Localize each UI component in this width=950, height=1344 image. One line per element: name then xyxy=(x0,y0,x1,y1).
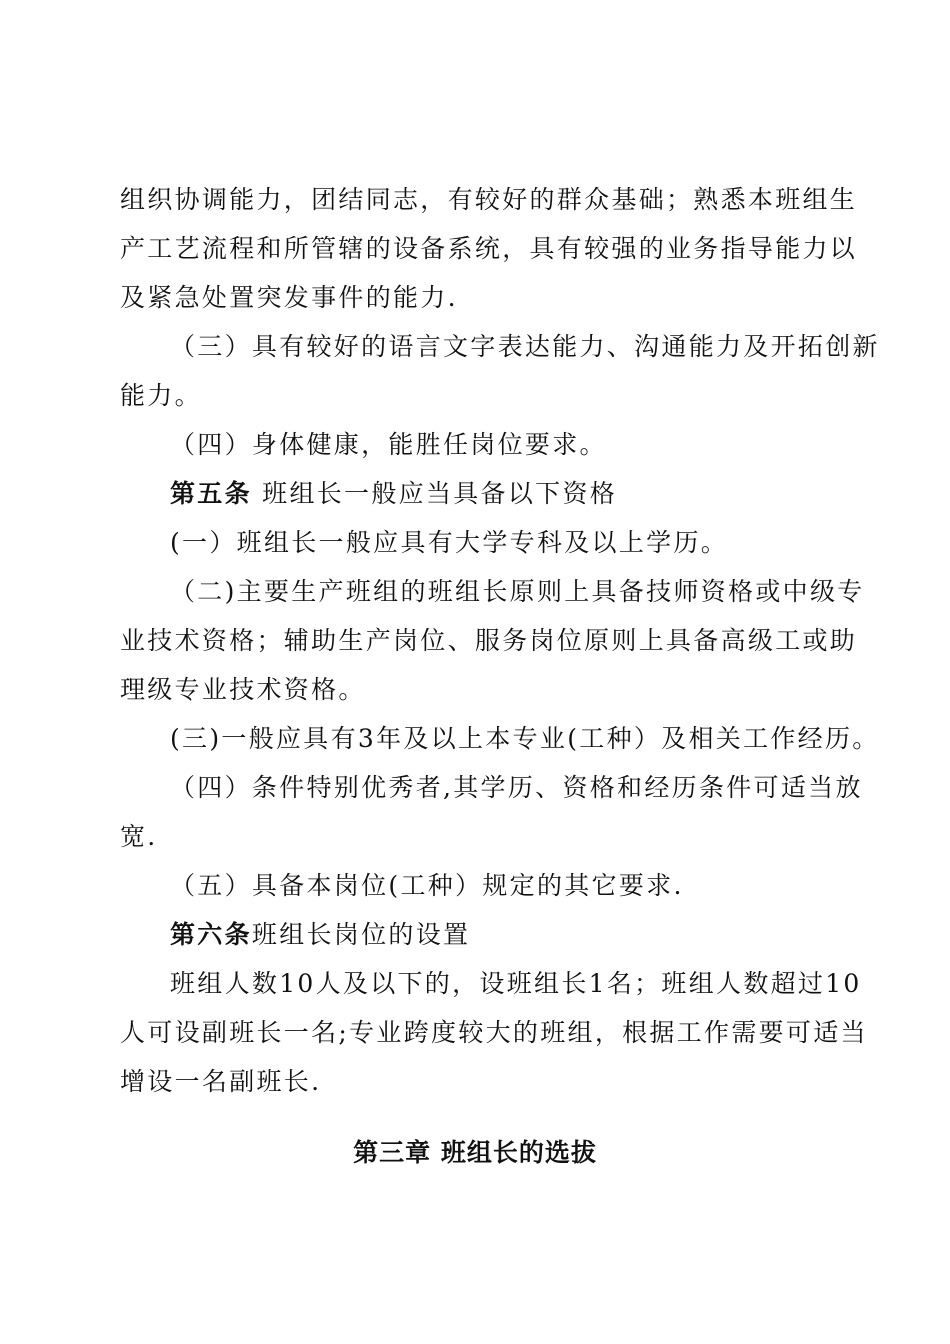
paragraph-line: (三)一般应具有3年及以上本专业(工种）及相关工作经历。 xyxy=(170,724,880,753)
paragraph-line: （四）身体健康，能胜任岗位要求。 xyxy=(170,430,607,459)
paragraph-line: (一）班组长一般应具有大学专科及以上学历。 xyxy=(170,528,729,557)
paragraph-line: 组织协调能力，团结同志，有较好的群众基础；熟悉本班组生 xyxy=(120,185,858,214)
paragraph-line: 人可设副班长一名;专业跨度较大的班组，根据工作需要可适当 xyxy=(120,1018,868,1047)
paragraph-line: 能力。 xyxy=(120,381,202,410)
paragraph-line: （三）具有较好的语言文字表达能力、沟通能力及开拓创新 xyxy=(170,332,880,361)
paragraph-line: （五）具备本岗位(工种）规定的其它要求. xyxy=(170,871,684,900)
chapter-title: 第三章 班组长的选拔 xyxy=(353,1138,597,1167)
article-number: 第五条 xyxy=(170,479,252,508)
document-body xyxy=(120,175,880,1106)
article-heading-6 xyxy=(120,910,832,959)
article-heading-5 xyxy=(120,469,832,518)
article-title: 班组长岗位的设置 xyxy=(251,920,471,949)
paragraph-line: （二)主要生产班组的班组长原则上具备技师资格或中级专 xyxy=(170,577,865,606)
paragraph-line: 增设一名副班长. xyxy=(120,1067,322,1096)
paragraph-line: 理级专业技术资格。 xyxy=(120,675,366,704)
paragraph-line: （四）条件特别优秀者,其学历、资格和经历条件可适当放 xyxy=(170,773,863,802)
paragraph-line: 班组人数10人及以下的，设班组长1名；班组人数超过10 xyxy=(170,969,862,998)
paragraph-line: 业技术资格；辅助生产岗位、服务岗位原则上具备高级工或助 xyxy=(120,626,858,655)
paragraph-line: 及紧急处置突发事件的能力. xyxy=(120,283,458,312)
paragraph-line: 宽. xyxy=(120,822,158,851)
article-number: 第六条 xyxy=(170,920,252,949)
paragraph-line: 产工艺流程和所管辖的设备系统，具有较强的业务指导能力以 xyxy=(120,234,858,263)
article-title: 班组长一般应当具备以下资格 xyxy=(251,479,618,508)
